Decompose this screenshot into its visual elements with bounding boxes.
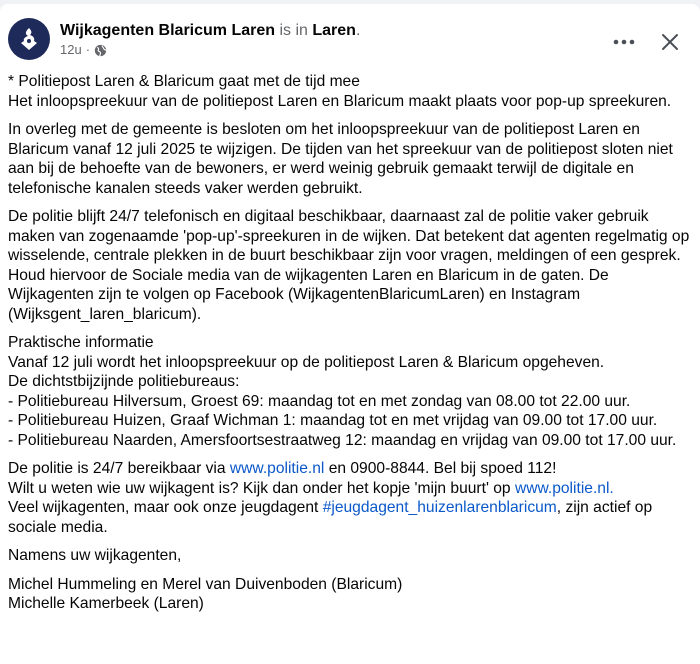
station-item: - Politiebureau Naarden, Amersfoortsestraatweg 12: maandag en vrijdag van 09.00 tot 17.00 uur. bbox=[8, 431, 677, 449]
paragraph-signoff: Namens uw wijkagenten, bbox=[8, 547, 182, 564]
politie-link[interactable]: www.politie.nl. bbox=[514, 479, 614, 497]
globe-icon bbox=[94, 44, 107, 57]
intro-text: Het inloopspreekuur van de politiepost Laren en Blaricum maakt plaats voor pop-up spreekuren. bbox=[8, 92, 672, 110]
social-text: , zijn actief op sociale media. bbox=[8, 499, 653, 536]
paragraph-practical bbox=[8, 333, 698, 450]
close-icon bbox=[661, 33, 679, 51]
post-body bbox=[8, 72, 698, 623]
post-header bbox=[8, 18, 692, 64]
paragraph-popup: De politie blijft 24/7 telefonisch en digitaal beschikbaar, daarnaast zal de politie vaker gebruik maken van zogenaamde 'pop-up'-spreekuren in de wijken. Dat betekent dat agenten regelmatig op wisselende, centrale plekken in de buurt beschikbaar zijn voor vragen, meldingen of een gesprek. Houd hiervoor de Sociale media van de wijkagenten Laren en Blaricum in de gaten. De Wijkagenten zijn te volgen op Facebook (WijkagentenBlaricumLaren) en Instagram (Wijksgent_laren_blaricum). bbox=[8, 208, 690, 323]
police-logo-icon bbox=[16, 26, 42, 52]
period: . bbox=[355, 22, 361, 39]
separator: · bbox=[85, 42, 91, 57]
post-actions bbox=[610, 28, 684, 56]
connector-text: is in bbox=[275, 22, 313, 39]
practical-heading: Praktische informatie bbox=[8, 334, 154, 351]
timestamp-link[interactable]: 12u bbox=[60, 42, 82, 57]
station-item: - Politiebureau Huizen, Graaf Wichman 1: maandag tot en met vrijdag van 09.00 tot 17.00 uur. bbox=[8, 412, 658, 429]
page-avatar[interactable] bbox=[8, 18, 50, 60]
paragraph-decision: In overleg met de gemeente is besloten om het inloopspreekuur van de politiepost Laren en Blaricum vanaf 12 juli 2025 te wijzigen. De tijden van het spreekuur van de politiepost sloten niet aan bij de behoefte van de bewoners, er werd weinig gebruik gemaakt terwijl de digitale en telefonische kanalen steeds vaker werden gebruikt. bbox=[8, 121, 673, 197]
post-card bbox=[0, 4, 700, 664]
close-button[interactable] bbox=[656, 28, 684, 56]
contact-text: en 0900-8844. Bel bij spoed 112! bbox=[324, 460, 557, 477]
paragraph-contact bbox=[8, 459, 698, 537]
politie-link[interactable]: www.politie.nl bbox=[229, 460, 325, 477]
contact-line bbox=[8, 459, 698, 479]
author-name-link[interactable]: Wijkagenten Blaricum Laren bbox=[60, 22, 276, 39]
wijkagent-text: Wilt u weten wie uw wijkagent is? Kijk dan onder het kopje 'mijn buurt' op bbox=[8, 479, 515, 497]
hashtag-link[interactable]: #jeugdagent_huizenlarenblaricum bbox=[322, 499, 557, 516]
more-options-icon bbox=[613, 39, 635, 45]
paragraph-intro bbox=[8, 72, 698, 111]
contact-text: De politie is 24/7 bereikbaar via bbox=[8, 460, 230, 477]
more-options-button[interactable] bbox=[610, 28, 638, 56]
social-text: Veel wijkagenten, maar ook onze jeugdagent bbox=[8, 499, 323, 516]
author-line bbox=[60, 21, 360, 41]
place-link[interactable]: Laren bbox=[312, 22, 356, 39]
paragraph-signatures bbox=[8, 575, 698, 614]
intro-title: * Politiepost Laren & Blaricum gaat met de tijd mee bbox=[8, 73, 360, 90]
station-item: - Politiebureau Hilversum, Groest 69: maandag tot en met zondag van 08.00 tot 22.00 uur. bbox=[8, 392, 631, 410]
post-meta bbox=[60, 42, 107, 58]
signature-line: Michel Hummeling en Merel van Duivenboden (Blaricum) bbox=[8, 575, 403, 593]
social-line bbox=[8, 498, 698, 537]
stations-heading: De dichtstbijzijnde politiebureaus: bbox=[8, 373, 240, 390]
wijkagent-line bbox=[8, 479, 698, 499]
signature-line: Michelle Kamerbeek (Laren) bbox=[8, 595, 204, 612]
practical-line: Vanaf 12 juli wordt het inloopspreekuur op de politiepost Laren & Blaricum opgeheven. bbox=[8, 353, 605, 371]
